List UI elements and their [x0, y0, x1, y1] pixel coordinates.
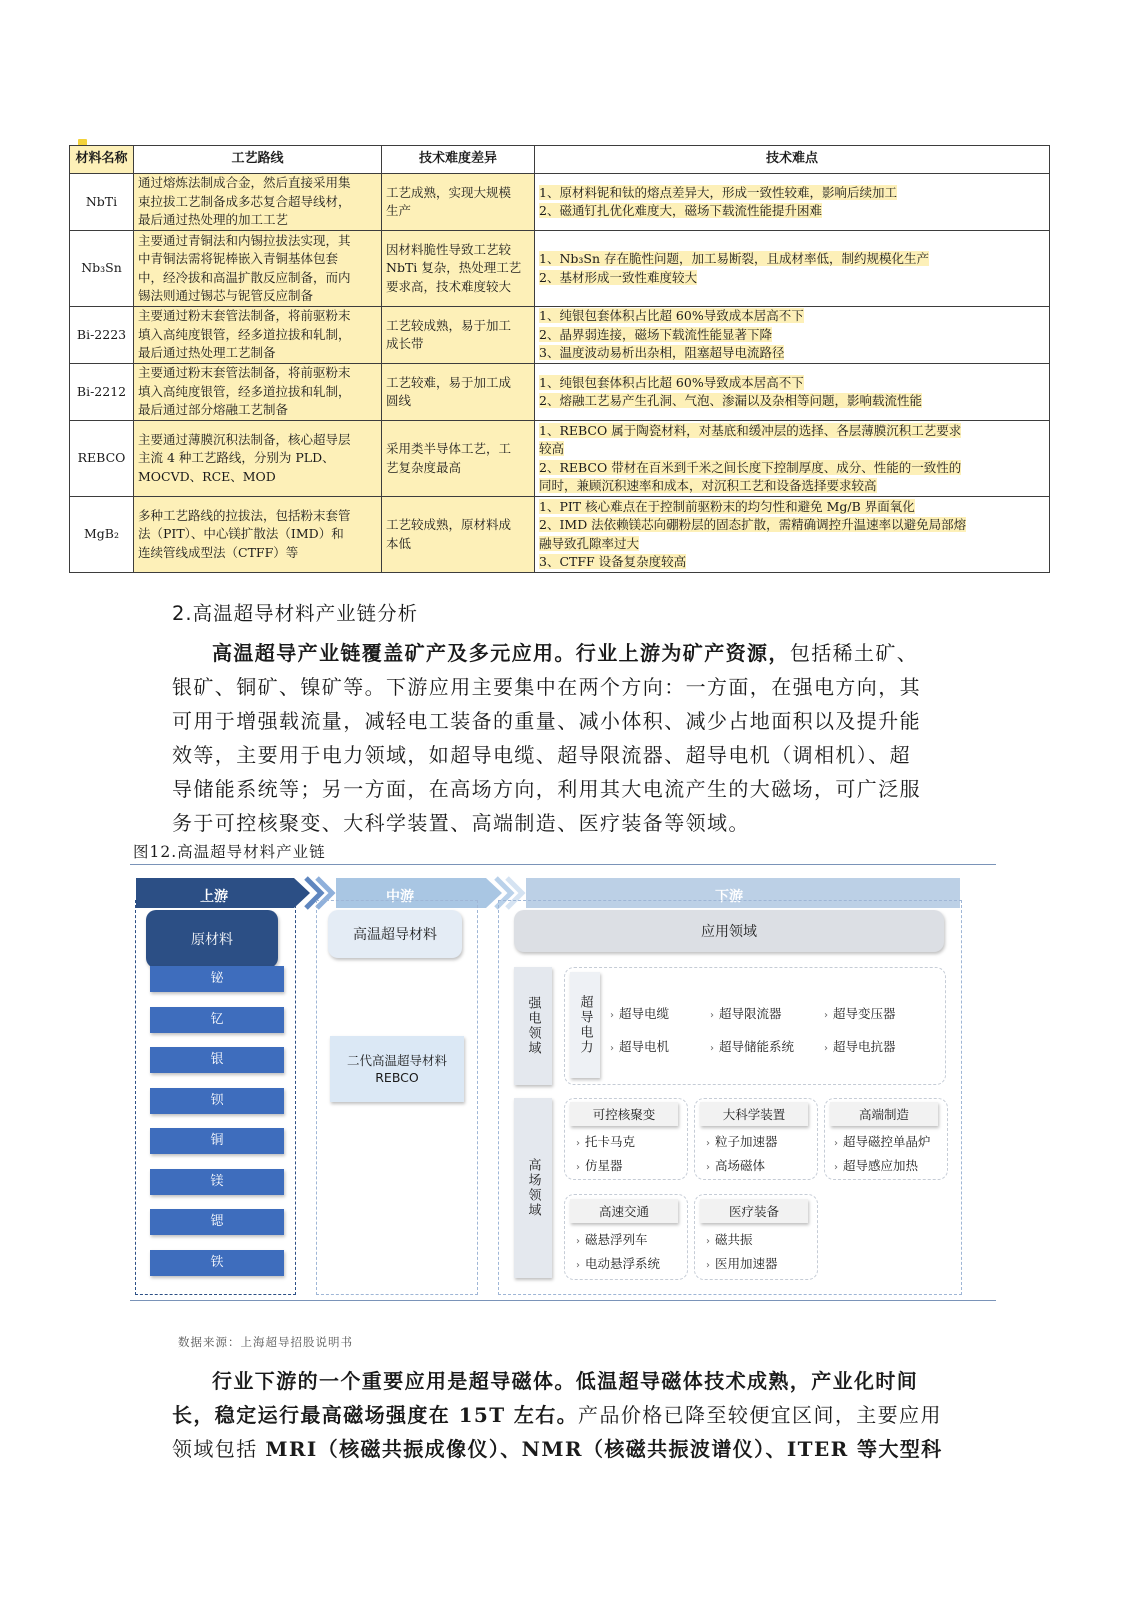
bold-lead: 行业下游的一个重要应用是超导磁体。低温超导磁体技术成熟，产业化时间: [212, 1369, 919, 1393]
difficulty-difference: [382, 307, 535, 364]
power-item: › 超导变压器: [824, 1006, 896, 1021]
group-title: 可控核聚变: [570, 1102, 678, 1126]
technical-difficulty: [535, 421, 1050, 497]
chevron-right-icon: ›: [576, 1236, 580, 1247]
superconducting-power-label: 超导电力: [570, 972, 600, 1078]
group-item: › 高场磁体: [706, 1158, 766, 1173]
cell-line: 主流 4 种工艺路线，分别为 PLD、: [138, 450, 335, 466]
cell-line: 主要通过青铜法和内锡拉拔法实现，其: [138, 232, 351, 248]
cell-line: 2、晶界弱连接，磁场下载流性能显著下降: [539, 326, 772, 342]
column-header: 技术难点: [535, 146, 1050, 174]
cell-line: 最后通过部分熔融工艺制备: [138, 402, 289, 418]
table-row: [70, 497, 1050, 573]
chevron-right-icon: ›: [706, 1162, 710, 1173]
cell-line: 要求高，技术难度较大: [386, 278, 512, 294]
group-item: › 磁共振: [706, 1232, 753, 1247]
table-row: [70, 421, 1050, 497]
chevron-right-icon: ›: [834, 1162, 838, 1173]
chevron-right-icon: ›: [834, 1138, 838, 1149]
cell-line: 填入高纯度银管，经多道拉拔和轧制，: [138, 326, 351, 342]
body-paragraph: [172, 636, 972, 840]
material-item: 铁: [150, 1250, 284, 1276]
strong-current-field-label: 强电领域: [514, 967, 552, 1085]
rebco-product-box: [330, 1036, 464, 1102]
stage-label-midstream: 中游: [386, 889, 414, 905]
table-row: [70, 364, 1050, 421]
chevron-right-icon: ›: [706, 1236, 710, 1247]
table-row: [70, 307, 1050, 364]
cell-line: 法（PIT）、中心镁扩散法（IMD）和: [138, 526, 344, 542]
cell-line: 工艺较难，易于加工成: [386, 374, 512, 390]
cell-line: 通过熔炼法制成合金，然后直接采用集: [138, 175, 351, 191]
bold-lead: MRI（核磁共振成像仪）、NMR（核磁共振波谱仪）、ITER 等大型科: [265, 1437, 943, 1461]
technical-difficulty: [535, 174, 1050, 231]
cell-line: 1、纯银包套体积占比超 60%导致成本居高不下: [539, 374, 804, 390]
stage-label-downstream: 下游: [715, 889, 743, 905]
paragraph-line: 务于可控核聚变、大科学装置、高端制造、医疗装备等领域。: [172, 811, 750, 835]
cell-line: 圆线: [386, 393, 412, 408]
figure-source: 数据来源：上海超导招股说明书: [178, 1335, 353, 1349]
table-row: [70, 231, 1050, 307]
power-item: › 超导电抗器: [824, 1039, 896, 1054]
cell-line: 本低: [386, 535, 412, 551]
cell-line: 1、原材料铌和钛的熔点差异大，形成一致性较难，影响后续加工: [539, 184, 897, 200]
cell-line: 主要通过粉末套管法制备，将前驱粉末: [138, 365, 351, 381]
group-item: › 超导感应加热: [834, 1158, 919, 1173]
process-route: [134, 421, 382, 497]
cell-line: 工艺较成熟，原材料成: [386, 517, 512, 532]
cell-line: 因材料脆性导致工艺较: [386, 241, 512, 257]
top-rule: [130, 864, 996, 865]
chevron-right-icon: ›: [824, 1010, 828, 1021]
difficulty-difference: [382, 421, 535, 497]
material-name: Bi-2212: [70, 364, 134, 421]
paragraph-line: 可用于增强载流量，减轻电工装备的重量、减小体积、减少占地面积以及提升能: [172, 709, 921, 733]
chevron-right-icon: ›: [610, 1043, 614, 1054]
paragraph-line: 效等，主要用于电力领域，如超导电缆、超导限流器、超导电机（调相机）、超: [172, 743, 911, 767]
power-item: › 超导限流器: [710, 1006, 782, 1021]
cell-line: 束拉拔工艺制备成多芯复合超导线材，: [138, 193, 351, 209]
column-header: 工艺路线: [134, 146, 382, 174]
material-item: 锶: [150, 1209, 284, 1235]
cell-line: 较高: [539, 441, 565, 456]
chevron-right-icon: ›: [706, 1138, 710, 1149]
cell-line: NbTi 复杂，热处理工艺: [386, 260, 522, 276]
material-name: Nb₃Sn: [70, 231, 134, 307]
text-run: 包括稀土矿、: [789, 641, 919, 665]
difficulty-difference: [382, 497, 535, 573]
cell-line: 中，经冷拔和高温扩散反应制备，而内: [138, 269, 351, 285]
chevron-right-icon: ›: [706, 1260, 710, 1271]
material-name: NbTi: [70, 174, 134, 231]
group-title: 大科学装置: [700, 1102, 808, 1126]
process-route: [134, 231, 382, 307]
cell-line: 成长带: [386, 336, 424, 351]
paragraph-line: [172, 1364, 972, 1398]
difficulty-difference: [382, 174, 535, 231]
material-name: MgB₂: [70, 497, 134, 573]
cell-line: 1、PIT 核心难点在于控制前驱粉末的均匀性和避免 Mg/B 界面氧化: [539, 498, 915, 514]
cell-line: 主要通过粉末套管法制备，将前驱粉末: [138, 308, 351, 324]
chevron-right-icon: ›: [576, 1138, 580, 1149]
process-route: [134, 497, 382, 573]
technical-difficulty: [535, 231, 1050, 307]
paragraph-line: [172, 1398, 972, 1432]
cell-line: 1、纯银包套体积占比超 60%导致成本居高不下: [539, 308, 804, 324]
process-route: [134, 364, 382, 421]
technical-difficulty: [535, 497, 1050, 573]
group-item: › 超导磁控单晶炉: [834, 1134, 931, 1149]
chevron-right-icon: ›: [710, 1043, 714, 1054]
cell-line: 锡法则通过锡芯与铌管反应制备: [138, 288, 314, 303]
paragraph-line: 银矿、铜矿、镍矿等。下游应用主要集中在两个方向：一方面，在强电方向，其: [172, 675, 921, 699]
cell-line: 多种工艺路线的拉拔法，包括粉末套管: [138, 507, 351, 523]
cell-line: 连续管线成型法（CTFF）等: [138, 544, 299, 560]
bold-lead: 长，稳定运行最高磁场强度在 15T 左右。: [172, 1403, 579, 1427]
material-comparison-table: [69, 145, 1050, 573]
material-name: Bi-2223: [70, 307, 134, 364]
difficulty-difference: [382, 364, 535, 421]
process-route: [134, 174, 382, 231]
material-item: 钡: [150, 1088, 284, 1114]
column-header: 材料名称: [70, 146, 134, 174]
chevron-right-icon: ›: [576, 1260, 580, 1271]
table-header-row: [70, 146, 1050, 174]
cell-line: 采用类半导体工艺，工: [386, 441, 512, 456]
cell-line: 2、IMD 法依赖镁芯向硼粉层的固态扩散，需精确调控升温速率以避免局部熔: [539, 517, 967, 532]
group-item: › 托卡马克: [576, 1134, 636, 1149]
high-field-label: 高场领域: [514, 1098, 552, 1278]
group-item: › 粒子加速器: [706, 1134, 778, 1149]
material-name: REBCO: [70, 421, 134, 497]
material-item: 铜: [150, 1128, 284, 1154]
technical-difficulty: [535, 307, 1050, 364]
cell-line: 艺复杂度最高: [386, 459, 462, 475]
cell-line: 生产: [386, 203, 412, 218]
cell-line: 填入高纯度银管，经多道拉拔和轧制，: [138, 383, 351, 399]
table-row: [70, 174, 1050, 231]
cell-line: 3、CTFF 设备复杂度较高: [539, 554, 687, 569]
industry-chain-diagram: [130, 864, 996, 1326]
product-code: REBCO: [375, 1070, 419, 1085]
cell-line: 1、REBCO 属于陶瓷材料，对基底和缓冲层的选择、各层薄膜沉积工艺要求: [539, 422, 962, 438]
cell-line: 中青铜法需将铌棒嵌入青铜基体包套: [138, 251, 339, 266]
cell-line: 1、Nb₃Sn 存在脆性问题，加工易断裂，且成材率低，制约规模化生产: [539, 251, 929, 266]
cell-line: 2、磁通钉扎优化难度大，磁场下载流性能提升困难: [539, 203, 822, 218]
material-item: 银: [150, 1047, 284, 1073]
raw-materials-header: 原材料: [146, 910, 278, 968]
cell-line: 3、温度波动易析出杂相，阻塞超导电流路径: [539, 345, 785, 361]
material-item: 钇: [150, 1007, 284, 1033]
material-item: 镁: [150, 1169, 284, 1195]
group-title: 高端制造: [830, 1102, 938, 1126]
power-item: › 超导储能系统: [710, 1039, 795, 1054]
application-fields-header: 应用领域: [514, 910, 944, 952]
group-item: › 医用加速器: [706, 1256, 778, 1271]
cell-line: 工艺较成熟，易于加工: [386, 317, 512, 333]
group-title: 医疗装备: [700, 1199, 808, 1223]
cell-line: 2、基材形成一致性难度较大: [539, 269, 697, 285]
stage-label-upstream: 上游: [200, 889, 228, 905]
paragraph-line: 导储能系统等；另一方面，在高场方向，利用其大电流产生的大磁场，可广泛服: [172, 777, 921, 801]
cell-line: 主要通过薄膜沉积法制备，核心超导层: [138, 431, 351, 447]
chevron-right-icon: ›: [610, 1010, 614, 1021]
column-header: 技术难度差异: [382, 146, 535, 174]
product-name: 二代高温超导材料: [346, 1053, 447, 1068]
power-group: [564, 967, 946, 1085]
cell-line: 工艺成熟，实现大规模: [386, 184, 512, 200]
text-run: 领域包括: [172, 1437, 266, 1461]
cell-line: 2、熔融工艺易产生孔洞、气泡、渗漏以及杂相等问题，影响载流性能: [539, 393, 922, 408]
paragraph-line: [172, 636, 972, 670]
group-title: 高速交通: [570, 1199, 678, 1223]
group-item: › 仿星器: [576, 1158, 623, 1173]
chevron-right-icon: ›: [576, 1162, 580, 1173]
power-item: › 超导电机: [610, 1039, 670, 1054]
midstream-header: 高温超导材料: [328, 910, 462, 958]
section-heading: 2.高温超导材料产业链分析: [172, 602, 419, 625]
group-item: › 磁悬浮列车: [576, 1232, 648, 1247]
power-item: › 超导电缆: [610, 1006, 670, 1021]
text-run: 产品价格已降至较便宜区间，主要应用: [578, 1403, 942, 1427]
cell-line: 同时，兼顾沉积速率和成本，对沉积工艺和设备选择要求较高: [539, 478, 877, 493]
material-item: 铋: [150, 966, 284, 992]
paragraph-line: [172, 1432, 972, 1466]
body-paragraph: [172, 1364, 972, 1466]
bottom-rule: [130, 1300, 996, 1301]
chevron-right-icon: ›: [824, 1043, 828, 1054]
technical-difficulty: [535, 364, 1050, 421]
figure-caption: 图12.高温超导材料产业链: [133, 843, 326, 861]
cell-line: MOCVD、RCE、MOD: [138, 468, 276, 484]
group-item: › 电动悬浮系统: [576, 1256, 661, 1271]
cell-line: 2、REBCO 带材在百米到千米之间长度下控制厚度、成分、性能的一致性的: [539, 459, 962, 475]
cell-line: 最后通过热处理的加工工艺: [138, 212, 289, 228]
cell-line: 最后通过热处理工艺制备: [138, 345, 276, 361]
cell-line: 融导致孔隙率过大: [539, 535, 640, 551]
bold-lead: 高温超导产业链覆盖矿产及多元应用。行业上游为矿产资源，: [212, 641, 790, 665]
difficulty-difference: [382, 231, 535, 307]
process-route: [134, 307, 382, 364]
chevron-right-icon: ›: [710, 1010, 714, 1021]
